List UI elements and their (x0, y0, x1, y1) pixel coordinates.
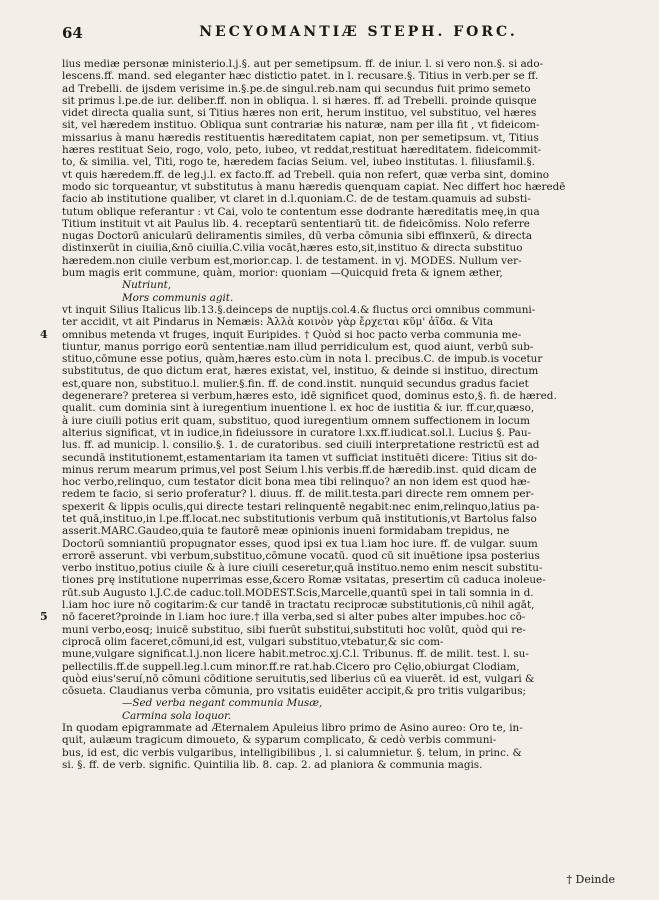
text-line (62, 562, 615, 574)
text-line (62, 685, 615, 697)
text-line (62, 107, 615, 119)
text-line-content: spexerit & lippis oculis,qui directe testari relinquentē negabit:nec enim,relinquo,latius pa- (62, 500, 540, 513)
verse-quote-1 (62, 279, 615, 304)
text-line-content: ter accidit, vt ait Pindarus in Nemæis: Ἀλλὰ κοινὸν γὰρ ἔρχεται κῦμ' ἀΐδα. & Vita (62, 316, 494, 329)
text-line (62, 156, 615, 168)
text-line-content: —Sed verba negant communia Musæ, (122, 697, 323, 710)
text-line (62, 636, 615, 648)
text-line (62, 119, 615, 131)
text-line (62, 206, 615, 218)
text-line-content: l.iam hoc iure nō cogitarim:& cur tandē in tractatu reciprocæ substitutionis,cū nihil agāt, (62, 599, 535, 612)
marginal-note-number: 5 (40, 610, 48, 624)
text-line-content: vt quis hæredem.ff. de leg.j.l. ex facto.ff. ad Trebell. quia non refert, quæ verba sint, domino (62, 168, 550, 181)
marginal-note-number: 4 (40, 327, 48, 341)
text-line-content: nō faceret?proinde in l.iam hoc iure.† illa verba,sed si alter pubes alter impubes.hoc cō- (62, 611, 526, 624)
text-line (62, 452, 615, 464)
text-line-content: tiuntur, manus porrigo eorū sententiæ.nam illud perridiculum est, quod aiunt, verbū sub- (62, 340, 534, 353)
catchword: † Deinde (566, 873, 615, 886)
text-line-content: quit, aulæum tragicum dimoueto, & syparum complicato, & cedò verbis communi- (62, 734, 497, 747)
text-line-content: tiones prę institutione nuperrimas esse,&cero Romæ vsitatas, presertim cū caduca inoleue- (62, 574, 546, 587)
text-line-content: missarius à manu hæredis restituentis hæreditatem capiat, non per semetipsum. vt, Titius (62, 131, 539, 144)
text-line-content: nugas Doctorū anicularū deliramentis similes, dū verba cōmunia sibi effinxerū, & directa (62, 230, 533, 243)
text-line-content: bum magis erit commune, quàm, morior: quoniam —Quicquid freta & ignem æther, (62, 267, 503, 280)
text-line-content: si. §. ff. de verb. signific. Quintilia lib. 8. cap. 2. ad planiora & communia magis. (62, 758, 483, 771)
running-title: NECYOMANTIÆ STEPH. FORC. (199, 24, 518, 40)
body-text-block-1 (62, 58, 615, 279)
text-line-content: hæres restituat Seio, rogo, volo, peto, iubeo, vt reddat,restituat hæreditatem. fideicommit- (62, 144, 542, 157)
text-line (62, 513, 615, 525)
text-line (62, 390, 615, 402)
text-line-content: à iure ciuili potius erit quam, substituo, quod iuregentium omnem suffectionem in locum (62, 414, 530, 427)
text-line-content: vt inquit Silius Italicus lib.13.§.deinceps de nuptijs.col.4.& fluctus orci omnibus communi- (62, 303, 536, 316)
text-line-content: lescens.ff. mand. sed eleganter hæc distictio patet. in l. recusare.§. Titius in verb.per se ff. (62, 70, 539, 83)
text-line (62, 661, 615, 673)
text-line-content: degenerare? preterea si verbum,hæres esto, idē significet quod, dominus esto,§. fi. de hæred. (62, 390, 557, 403)
text-line (62, 304, 615, 316)
text-line (62, 501, 615, 513)
text-line (62, 759, 615, 771)
text-line (62, 132, 615, 144)
text-line (62, 58, 615, 70)
text-line-content: videt directa qualia sunt, si Titius hæres non erit, herum instituo, vel substituo, vel hæres (62, 107, 537, 120)
text-line-content: alterius significat, vt in iudice,in fideiussore in curatore l.xx.ff.iudicat.sol.l. Lucius §. Pau- (62, 426, 532, 439)
body-text-block-2 (40, 303, 615, 698)
text-line-content: lius mediæ personæ ministerio.l.j.§. aut per semetipsum. ff. de iniur. l. si vero non.§. si ado- (62, 58, 544, 70)
text-line (62, 292, 615, 304)
text-line (62, 70, 615, 82)
text-line (62, 95, 615, 107)
text-line-content: to, & similia. vel, Titi, rogo te, hæredem facias Seium. vel, iubeo institutas. l. filiusfamil.§. (62, 156, 536, 169)
text-line (62, 439, 615, 451)
text-line (62, 378, 615, 390)
text-line-content: est,quare non, substituo.l. mulier.§.fin. ff. de cond.instit. nunquid secundus gradus faciet (62, 377, 529, 390)
text-line-content: omnibus metenda vt fruges, inquit Euripides. † Quòd si hoc pacto verba communia me- (62, 328, 522, 341)
text-line-content: asserit.MARC.Gaudeo,quia te fautorē meæ opinionis inueni formidabam trepidus, ne (62, 525, 510, 538)
text-line (40, 610, 615, 624)
text-line (62, 464, 615, 476)
text-line (62, 316, 615, 328)
text-line-content: Doctorū somniantiū propugnator esses, quod ipsi ex tua l.iam hoc iure. ff. de vulgar. suum (62, 537, 538, 550)
text-line-content: sit, vel hæredem instituo. Obliqua sunt contrariæ his naturæ, nam per illa fit , vt fideicom- (62, 119, 540, 132)
text-line-content: minus rerum mearum primus,vel post Seium l.his verbis.ff.de hæredib.inst. quid dicam de (62, 463, 537, 476)
text-line (62, 488, 615, 500)
text-line (62, 267, 615, 279)
text-line (62, 525, 615, 537)
text-line (62, 353, 615, 365)
text-line (62, 402, 615, 414)
text-line (62, 365, 615, 377)
text-line-content: modo sic torqueantur, vt substitutus à manu hæredis quenquam capiat. Nec differt hoc hæredē (62, 180, 566, 193)
text-line-content: Titium instituit vt ait Paulus lib. 4. receptarū sententiarū tit. de fideicōmiss. Nolo referre (62, 217, 530, 230)
verse-quote-2 (62, 697, 615, 722)
text-line-content: errorē asserunt. vbi verbum,substituo,cōmune vocatū. quod cū sit inuētione ipsa posterius (62, 549, 540, 562)
text-line (62, 550, 615, 562)
text-line (62, 415, 615, 427)
text-line (62, 169, 615, 181)
text-line (62, 574, 615, 586)
text-line-content: redem te facio, si serio proferatur? l. diuus. ff. de milit.testa.pari directe rem omnem per- (62, 488, 534, 501)
text-line-content: hoc verbo,relinquo, cum testator dicit bona mea tibi relinquo? an non idem est quod hæ- (62, 476, 531, 489)
body-text-block-3 (62, 722, 615, 771)
text-line-content: quòd eius'seruí,nō cōmuni cōditione seruitutis,sed liberius cū ea viuerēt. id est, vulgari & (62, 672, 535, 685)
text-line-content: stituo,cōmune esse potius, quàm,hæres esto.cùm in nota l. precibus.C. de impub.is vocetur (62, 353, 543, 366)
text-line-content: distinxerūt in ciuilia,&nō ciuilia.C.vilia vocāt,hæres esto,sit,instituo & directa substituo (62, 242, 523, 255)
text-line-content: rūt.sub Augusto l.J.C.de caduc.toll.MODEST.Scis,Marcelle,quantū spei in tali somnia in d. (62, 586, 534, 599)
text-line (62, 734, 615, 746)
text-line (62, 747, 615, 759)
page-header (62, 24, 615, 48)
text-line-content: ad Trebelli. de ijsdem verisime in.§.pe.de singul.reb.nam qui secundus fuit primo semeto (62, 82, 531, 95)
text-line-content: muni verbo,eosq; inuicē substituo, sibi fuerūt substitui,substituti hoc volūt, quòd qui re- (62, 623, 526, 636)
text-line-content: mune,vulgare significat.l.j.non licere habit.metroc.xj.C.l. Tribunus. ff. de milit. test. l. su- (62, 648, 529, 661)
text-line-content: verbo instituo,potius ciuile & à iure ciuili ceseretur,quā instituo.nemo enim nescit substitu- (62, 562, 543, 575)
text-line (62, 722, 615, 734)
text-line-content: In quodam epigrammate ad Æternalem Apuleius libro primo de Asino aureo: Oro te, in- (62, 722, 523, 735)
text-line-content: Carmina sola loquor. (122, 709, 232, 722)
text-line (62, 83, 615, 95)
text-line-content: Mors communis agit. (122, 291, 234, 304)
text-line-content: pellectilis.ff.de suppell.leg.l.cum minor.ff.re rat.hab.Cicero pro Cęlio,obiurgat Clodiam, (62, 660, 520, 673)
text-line-content: secundā institutionemt,estamentariam ita tamen vt sufficiat instituēti dicere: Titius sit do- (62, 451, 538, 464)
text-line (62, 673, 615, 685)
text-line-content: cōsueta. Claudianus verba cōmunia, pro vsitatis euidēter accipit,& pro tritis vulgaribus; (62, 685, 527, 698)
text-line (62, 279, 615, 291)
text-line (62, 587, 615, 599)
text-line (62, 648, 615, 660)
text-line-content: sit primus l.pe.de iur. deliber.ff. non in obliqua. l. si hæres. ff. ad Trebelli. proinde quisque (62, 94, 537, 107)
text-line (62, 697, 615, 709)
text-line-content: ciprocā olim faceret,cōmuni,id est, vulgari substituo,vtebatur,& sic com- (62, 635, 444, 648)
text-line (62, 710, 615, 722)
text-line-content: Nutriunt, (122, 279, 172, 292)
text-line-content: tutum oblique referantur : vt Cai, volo te contentum esse dodrante hæreditatis meę,in qua (62, 205, 540, 218)
text-line (62, 624, 615, 636)
text-line (62, 242, 615, 254)
text-line (62, 218, 615, 230)
text-line (40, 327, 615, 341)
text-line (62, 144, 615, 156)
text-line (62, 230, 615, 242)
text-line-content: facio ab institutione qualiber, vt claret in d.l.quoniam.C. de de testam.quamuis ad substi- (62, 193, 531, 206)
text-line (62, 427, 615, 439)
text-line-content: substitutus, de quo dictum erat, hæres existat, vel, instituo, & deinde si instituo, directum (62, 365, 539, 378)
text-line (62, 538, 615, 550)
text-line-content: qualit. cum dominia sint à iuregentium inuentione l. ex hoc de iustitia & iur. ff.cur,quæso, (62, 402, 535, 415)
text-line (62, 255, 615, 267)
text-line-content: bus, id est, dic verbis vulgaribus, intelligibilibus , l. si calumnietur. §. telum, in princ. & (62, 746, 522, 759)
text-line (62, 181, 615, 193)
text-line-content: hæredem.non ciuile verbum est,morior.cap. l. de testament. in vj. MODES. Nullum ver- (62, 254, 522, 267)
text-line (62, 476, 615, 488)
text-line (62, 193, 615, 205)
text-line-content: lus. ff. ad municip. l. consilio.§. 1. de curatoribus. sed ciuili interpretatione restrictū est ad (62, 439, 540, 452)
text-line-content: tet quā,instituo,in l.pe.ff.locat.nec substitutionis verbum quā institutionis,vt Bartolus falso (62, 512, 537, 525)
text-line (62, 599, 615, 611)
page-number: 64 (62, 24, 83, 42)
text-line (62, 341, 615, 353)
